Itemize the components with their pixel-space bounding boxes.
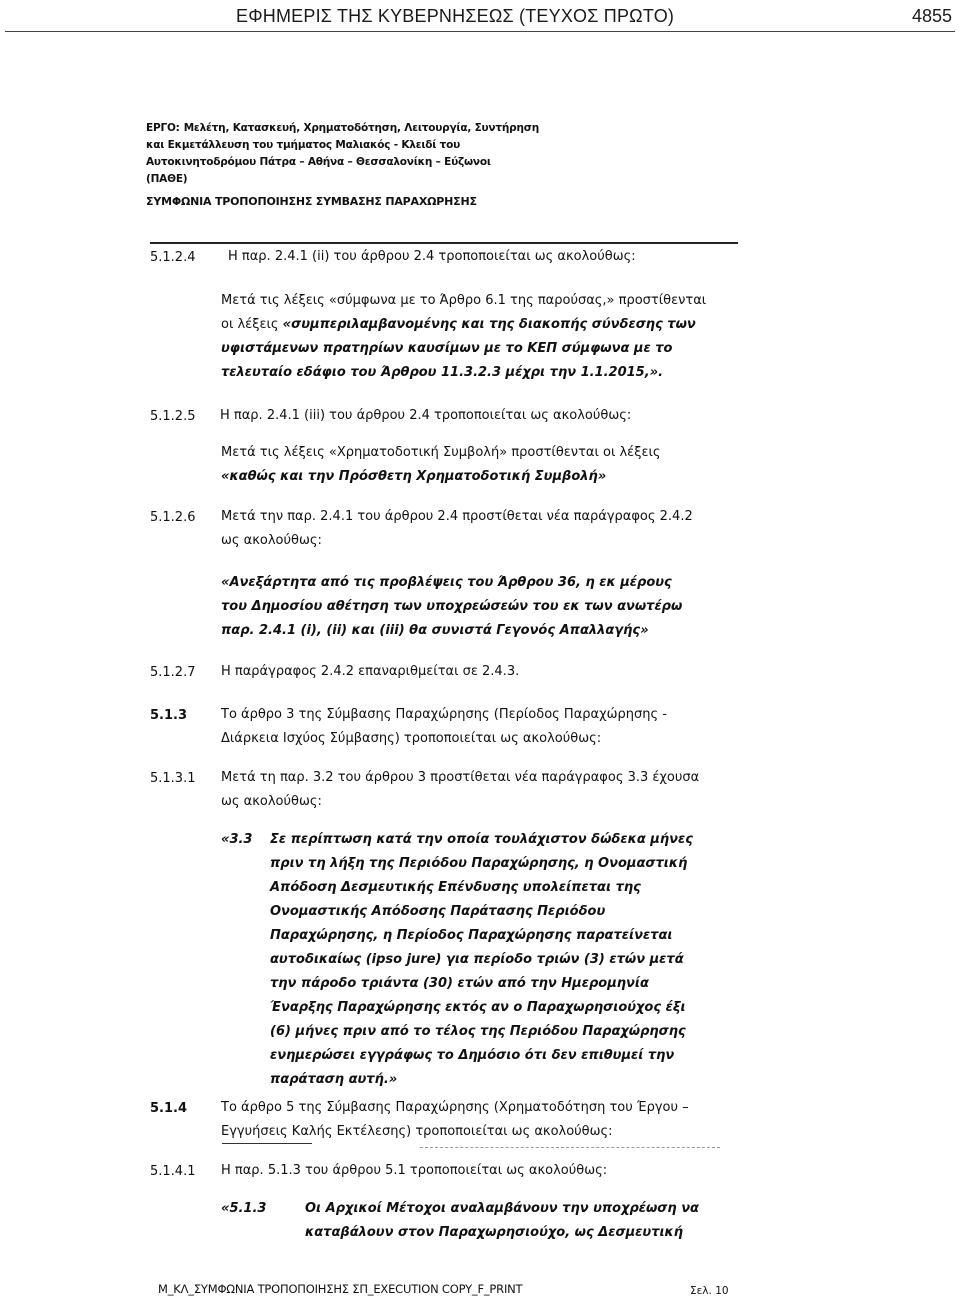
item-number-5125: 5.1.2.5 [150,409,196,424]
item-body-5124-1: Μετά τις λέξεις «σύμφωνα με το Άρθρο 6.1 της παρούσας,» προστίθενται [221,293,707,308]
item-body-5124-2-text: οι λέξεις [221,317,279,332]
item-heading-5124: Η παρ. 2.4.1 (ii) του άρθρου 2.4 τροποποιείται ως ακολούθως: [228,249,636,264]
item-quote-5131-5: Παραχώρησης, η Περίοδος Παραχώρησης παρατείνεται [270,928,673,943]
project-line-3: Αυτοκινητοδρόμου Πάτρα – Αθήνα – Θεσσαλονίκη – Εύζωνοι [146,156,491,168]
item-heading-5131-1: Μετά τη παρ. 3.2 του άρθρου 3 προστίθεται νέα παράγραφος 3.3 έχουσα [221,770,700,785]
footer-document-name: Μ_ΚΛ_ΣΥΜΦΩΝΙΑ ΤΡΟΠΟΠΟΙΗΣΗΣ ΣΠ_EXECUTION COPY_F_PRINT [158,1282,523,1296]
item-quote-5124-2: υφιστάμενων πρατηρίων καυσίμων με το ΚΕΠ σύμφωνα με το [221,341,673,356]
item-quote-5131-8: Έναρξης Παραχώρησης εκτός αν ο Παραχωρησιούχος έξι [270,1000,686,1015]
project-block [146,120,616,188]
project-line-1: Μελέτη, Κατασκευή, Χρηματοδότηση, Λειτουργία, Συντήρηση [183,122,540,134]
item-quote-5126-1: «Ανεξάρτητα από τις προβλέψεις του Άρθρου 36, η εκ μέρους [221,575,672,590]
underline-mark [222,1143,312,1144]
item-heading-5131-2: ως ακολούθως: [221,794,322,809]
item-quote-5131-6: αυτοδικαίως (ipso jure) για περίοδο τριών (3) ετών μετά [270,952,684,967]
item-quote-5131-10: ενημερώσει εγγράφως το Δημόσιο ότι δεν επιθυμεί την [270,1048,675,1063]
item-quote-5141-1: Οι Αρχικοί Μέτοχοι αναλαμβάνουν την υποχρέωση να [305,1201,699,1216]
agreement-title: ΣΥΜΦΩΝΙΑ ΤΡΟΠΟΠΟΙΗΣΗΣ ΣΥΜΒΑΣΗΣ ΠΑΡΑΧΩΡΗΣΗΣ [146,195,477,208]
item-number-513: 5.1.3 [150,708,188,723]
item-heading-514-1: Το άρθρο 5 της Σύμβασης Παραχώρησης (Χρηματοδότηση του Έργου – [221,1100,689,1115]
item-quote-5131-11: παράταση αυτή.» [270,1072,398,1087]
dash-rule [420,1147,720,1148]
item-quote-5131-number: «3.3 [221,832,253,847]
item-number-5131: 5.1.3.1 [150,771,196,786]
item-heading-513-1: Το άρθρο 3 της Σύμβασης Παραχώρησης (Περίοδος Παραχώρησης - [221,707,667,722]
item-quote-5131-4: Ονομαστικής Απόδοσης Παράτασης Περιόδου [270,904,606,919]
item-quote-5124-3: τελευταίο εδάφιο του Άρθρου 11.3.2.3 μέχρι την 1.1.2015,». [221,365,664,380]
item-quote-5125-1: «καθώς και την Πρόσθετη Χρηματοδοτική Συμβολή» [221,469,607,484]
item-heading-5141: Η παρ. 5.1.3 του άρθρου 5.1 τροποποιείται ως ακολούθως: [221,1163,608,1178]
item-quote-5131-7: την πάροδο τριάντα (30) ετών από την Ημερομηνία [270,976,649,991]
item-number-5126: 5.1.2.6 [150,510,196,525]
item-heading-5127: Η παράγραφος 2.4.2 επαναριθμείται σε 2.4.3. [221,664,520,679]
project-label: ΕΡΓΟ: [146,122,180,134]
item-heading-514-2: Εγγυήσεις Καλής Εκτέλεσης) τροποποιείται ως ακολούθως: [221,1124,613,1139]
item-body-5125-1: Μετά τις λέξεις «Χρηματοδοτική Συμβολή» προστίθενται οι λέξεις [221,445,661,460]
item-quote-5131-1: Σε περίπτωση κατά την οποία τουλάχιστον δώδεκα μήνες [270,832,693,847]
item-quote-5131-2: πριν τη λήξη της Περιόδου Παραχώρησης, η Ονομαστική [270,856,688,871]
item-quote-5141-number: «5.1.3 [221,1201,267,1216]
gazette-title: ΕΦΗΜΕΡΙΣ ΤΗΣ ΚΥΒΕΡΝΗΣΕΩΣ (ΤΕΥΧΟΣ ΠΡΩΤΟ) [236,6,675,26]
item-heading-5125: Η παρ. 2.4.1 (iii) του άρθρου 2.4 τροποποιείται ως ακολούθως: [220,408,632,423]
item-quote-5131-3: Απόδοση Δεσμευτικής Επένδυσης υπολείπεται της [270,880,641,895]
project-line-4: (ΠΑΘΕ) [146,173,188,185]
item-number-514: 5.1.4 [150,1101,188,1116]
item-number-5141: 5.1.4.1 [150,1164,196,1179]
item-quote-5126-2: του Δημοσίου αθέτηση των υποχρεώσεών του εκ των ανωτέρω [221,599,683,614]
header-rule [5,31,955,32]
gazette-page-number: 4855 [911,6,952,26]
item-quote-5126-3: παρ. 2.4.1 (i), (ii) και (iii) θα συνιστά Γεγονός Απαλλαγής» [221,623,649,638]
item-heading-5126-1: Μετά την παρ. 2.4.1 του άρθρου 2.4 προστίθεται νέα παράγραφος 2.4.2 [221,509,693,524]
item-number-5127: 5.1.2.7 [150,665,196,680]
item-heading-513-2: Διάρκεια Ισχύος Σύμβασης) τροποποιείται ως ακολούθως: [221,731,602,746]
item-body-5124-2 [221,313,696,337]
item-quote-5131-9: (6) μήνες πριν από το τέλος της Περιόδου Παραχώρησης [270,1024,686,1039]
item-quote-5124-1: «συμπεριλαμβανομένης και της διακοπής σύνδεσης των [282,317,696,332]
top-rule [150,242,738,244]
item-number-5124: 5.1.2.4 [150,250,196,265]
item-quote-5141-2: καταβάλουν στον Παραχωρησιούχο, ως Δεσμευτική [305,1225,684,1240]
project-line-2: και Εκμετάλλευση του τμήματος Μαλιακός - Κλειδί του [146,139,461,151]
item-heading-5126-2: ως ακολούθως: [221,533,322,548]
gazette-header [0,0,960,32]
footer-page-number: Σελ. 10 [690,1285,729,1297]
